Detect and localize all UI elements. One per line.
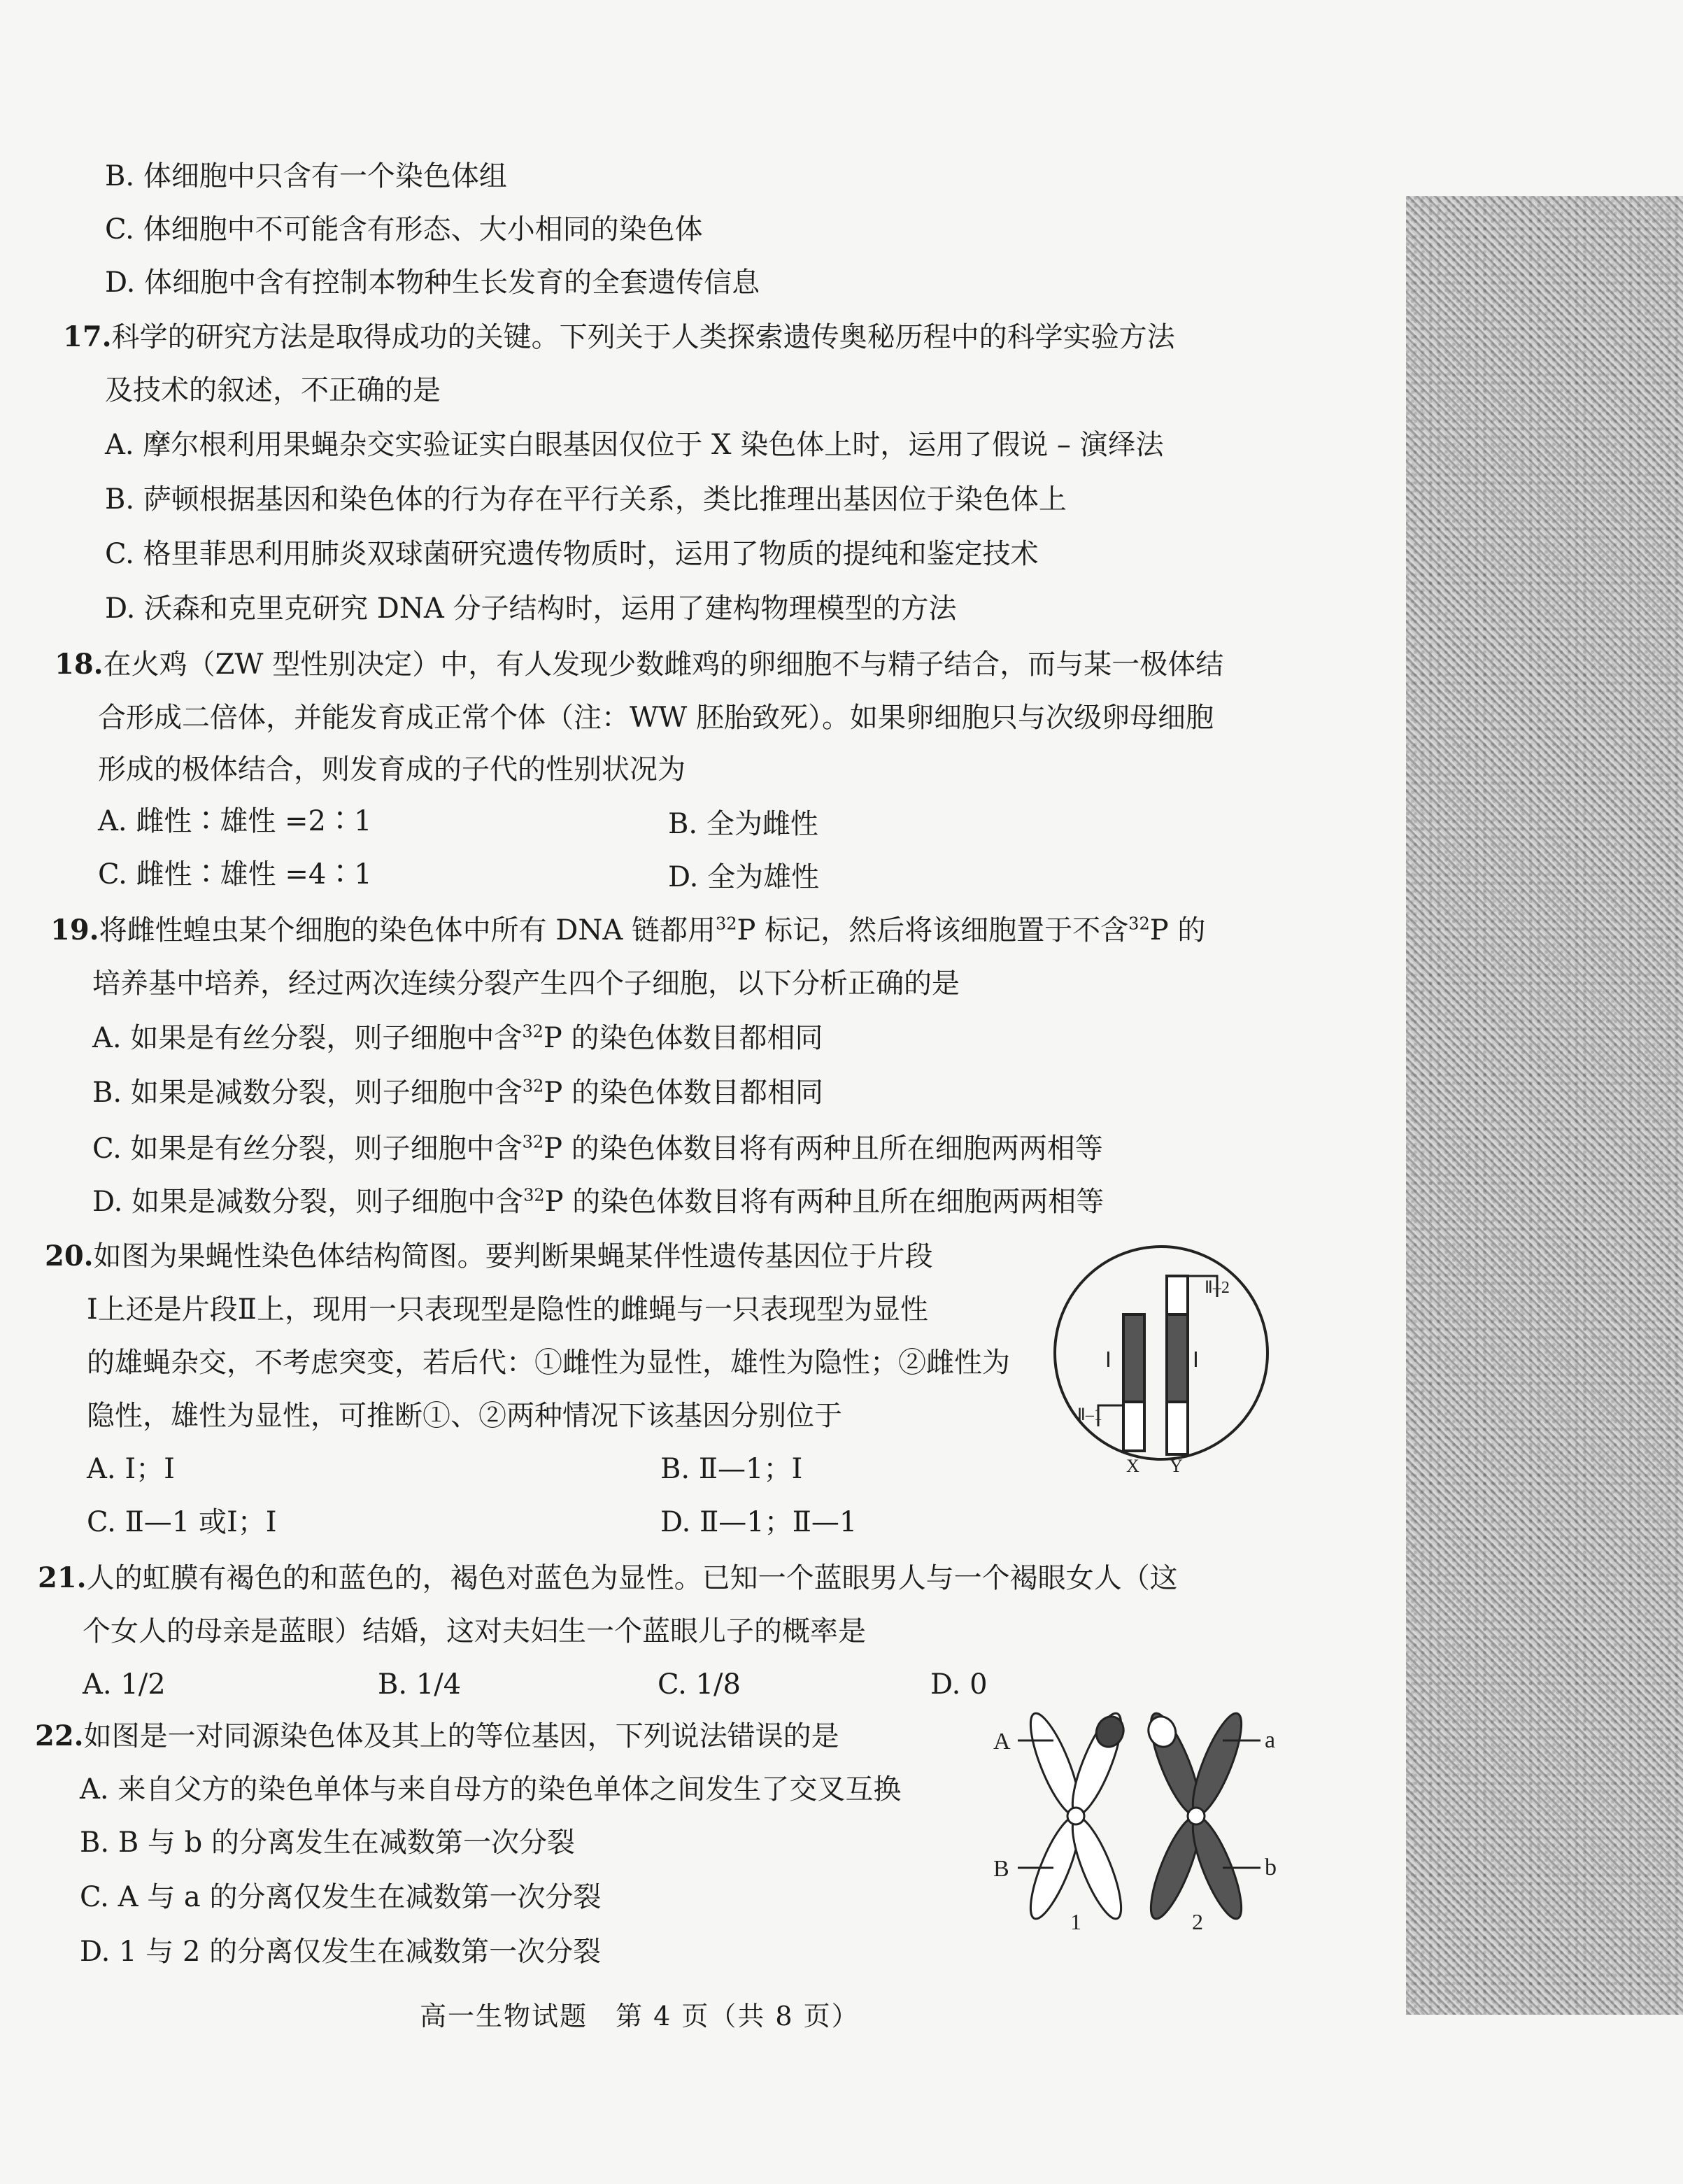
- q20-stem-line4: 隐性，雄性为显性，可推断①、②两种情况下该基因分别位于: [87, 1400, 842, 1432]
- q19-stem-part1: 将雌性蝗虫某个细胞的染色体中所有 DNA 链都用: [99, 914, 716, 946]
- sex-chromosome-figure: [1049, 1248, 1280, 1476]
- q22-option-d: D. 1 与 2 的分离仅发生在减数第一次分裂: [80, 1936, 602, 1968]
- figure-circle: [1055, 1247, 1267, 1459]
- q19-option-d: [92, 1185, 1104, 1219]
- q17-option-d: D. 沃森和克里克研究 DNA 分子结构时，运用了建构物理模型的方法: [105, 593, 957, 625]
- q16-option-c: C. 体细胞中不可能含有形态、大小相同的染色体: [105, 213, 703, 246]
- chromosome-number-2: 2: [1192, 1909, 1203, 1934]
- q21-option-c: C. 1/8: [658, 1668, 741, 1701]
- q20-stem-line2: Ⅰ上还是片段Ⅱ上，现用一只表现型是隐性的雌蝇与一只表现型为显性: [87, 1293, 928, 1326]
- q21-number: 21.: [38, 1561, 87, 1594]
- isotope-superscript: 32: [715, 914, 737, 934]
- label-ii-1: Ⅱ–1: [1077, 1406, 1102, 1424]
- q19-option-d-pre: D. 如果是减数分裂，则子细胞中含: [92, 1186, 524, 1218]
- q19-stem-line2: 培养基中培养，经过两次连续分裂产生四个子细胞，以下分析正确的是: [92, 967, 960, 1000]
- q20-option-d: D. Ⅱ—1；Ⅱ—1: [660, 1506, 858, 1538]
- q18-number: 18.: [55, 648, 104, 681]
- q19-number: 19.: [50, 914, 99, 946]
- label-y: Y: [1170, 1456, 1183, 1476]
- x-homologous-segment: [1123, 1314, 1144, 1402]
- label-ii-2: Ⅱ–2: [1205, 1279, 1230, 1297]
- y-homologous-segment: [1167, 1314, 1188, 1402]
- q17-stem-text: 科学的研究方法是取得成功的关键。下列关于人类探索遗传奥秘历程中的科学实验方法: [111, 321, 1175, 353]
- q18-stem-text: 在火鸡（ZW 型性别决定）中，有人发现少数雌鸡的卵细胞不与精子结合，而与某一极体结: [103, 648, 1224, 681]
- q19-option-b: [92, 1076, 823, 1109]
- q19-option-a-pre: A. 如果是有丝分裂，则子细胞中含: [92, 1022, 523, 1054]
- q19-option-b-pre: B. 如果是减数分裂，则子细胞中含: [92, 1077, 523, 1109]
- q22-option-b: B. B 与 b 的分离发生在减数第一次分裂: [80, 1827, 575, 1859]
- q17-option-a: A. 摩尔根利用果蝇杂交实验证实白眼基因仅位于 X 染色体上时，运用了假说 – 演绎法: [105, 429, 1164, 461]
- q17-option-c: C. 格里菲思利用肺炎双球菌研究遗传物质时，运用了物质的提纯和鉴定技术: [105, 538, 1039, 570]
- q18-option-d: D. 全为雄性: [668, 861, 820, 893]
- q22-number: 22.: [35, 1719, 84, 1752]
- allele-label-a: a: [1265, 1727, 1276, 1753]
- allele-label-b: b: [1265, 1855, 1277, 1880]
- q22-stem: [35, 1719, 839, 1753]
- q18-stem-line3: 形成的极体结合，则发育成的子代的性别状况为: [98, 753, 686, 786]
- allele-label-A: A: [993, 1729, 1011, 1754]
- q21-option-d: D. 0: [930, 1668, 988, 1701]
- isotope-superscript: 32: [522, 1076, 544, 1096]
- isotope-superscript: 32: [522, 1021, 544, 1042]
- label-x: X: [1126, 1456, 1139, 1476]
- q19-option-c-post: P 的染色体数目将有两种且所在细胞两两相等: [544, 1133, 1103, 1165]
- chromosome-number-1: 1: [1070, 1909, 1081, 1934]
- q19-option-c: [92, 1132, 1103, 1165]
- q21-option-b: B. 1/4: [378, 1668, 462, 1701]
- q19-stem-part2: P 标记，然后将该细胞置于不含: [737, 914, 1129, 946]
- q17-number: 17.: [63, 320, 112, 353]
- q21-stem-line1: [38, 1561, 1178, 1595]
- q18-stem-line1: [55, 648, 1223, 681]
- q22-option-a: A. 来自父方的染色单体与来自母方的染色单体之间发生了交叉互换: [80, 1773, 902, 1806]
- q18-option-a: A. 雌性∶雄性 =2∶1: [98, 805, 372, 837]
- q20-option-b: B. Ⅱ—1；Ⅰ: [660, 1453, 803, 1485]
- q17-stem-line2: 及技术的叙述，不正确的是: [105, 374, 441, 406]
- q22-option-c: C. A 与 a 的分离仅发生在减数第一次分裂: [80, 1881, 602, 1913]
- q20-stem-line3: 的雄蝇杂交，不考虑突变，若后代：①雌性为显性，雄性为隐性；②雌性为: [87, 1347, 1010, 1379]
- q18-option-c: C. 雌性∶雄性 =4∶1: [98, 858, 372, 891]
- q18-stem-line2: 合形成二倍体，并能发育成正常个体（注：WW 胚胎致死）。如果卵细胞只与次级卵母细胞: [98, 702, 1214, 734]
- q20-option-a: A. Ⅰ；Ⅰ: [87, 1453, 175, 1485]
- q20-number: 20.: [45, 1240, 94, 1272]
- q20-stem-text: 如图为果蝇性染色体结构简图。要判断果蝇某伴性遗传基因位于片段: [93, 1240, 933, 1272]
- homologous-chromosome-figure: [986, 1713, 1294, 1943]
- q16-option-b: B. 体细胞中只含有一个染色体组: [105, 160, 507, 192]
- label-i-left: Ⅰ: [1105, 1349, 1112, 1372]
- q16-option-d: D. 体细胞中含有控制本物种生长发育的全套遗传信息: [105, 267, 760, 299]
- isotope-superscript: 32: [523, 1185, 545, 1205]
- q19-option-b-post: P 的染色体数目都相同: [544, 1077, 824, 1109]
- q19-stem-part3: P 的: [1149, 914, 1206, 946]
- page-footer: 高一生物试题 第 4 页（共 8 页）: [420, 2001, 860, 2031]
- q17-option-b: B. 萨顿根据基因和染色体的行为存在平行关系，类比推理出基因位于染色体上: [105, 483, 1067, 516]
- isotope-superscript: 32: [522, 1132, 544, 1152]
- label-i-right: Ⅰ: [1193, 1349, 1199, 1372]
- q18-option-b: B. 全为雌性: [668, 808, 818, 840]
- q21-stem-line2: 个女人的母亲是蓝眼）结婚，这对夫妇生一个蓝眼儿子的概率是: [83, 1615, 866, 1647]
- q19-option-a: [92, 1021, 823, 1055]
- isotope-superscript: 32: [1128, 914, 1150, 934]
- q19-option-a-post: P 的染色体数目都相同: [543, 1022, 823, 1054]
- q19-option-c-pre: C. 如果是有丝分裂，则子细胞中含: [92, 1133, 523, 1165]
- scan-shadow-strip: [1406, 196, 1683, 2015]
- q20-stem-line1: [45, 1240, 933, 1273]
- q19-option-d-post: P 的染色体数目将有两种且所在细胞两两相等: [544, 1186, 1105, 1218]
- q19-stem-line1: [50, 914, 1205, 947]
- allele-label-B: B: [993, 1856, 1009, 1882]
- q22-stem-text: 如图是一对同源染色体及其上的等位基因，下列说法错误的是: [83, 1720, 839, 1752]
- q20-option-c: C. Ⅱ—1 或Ⅰ；Ⅰ: [87, 1506, 277, 1538]
- q21-stem-text: 人的虹膜有褐色的和蓝色的，褐色对蓝色为显性。已知一个蓝眼男人与一个褐眼女人（这: [86, 1562, 1178, 1594]
- q17-stem-line1: [63, 320, 1175, 354]
- q21-option-a: A. 1/2: [83, 1668, 166, 1701]
